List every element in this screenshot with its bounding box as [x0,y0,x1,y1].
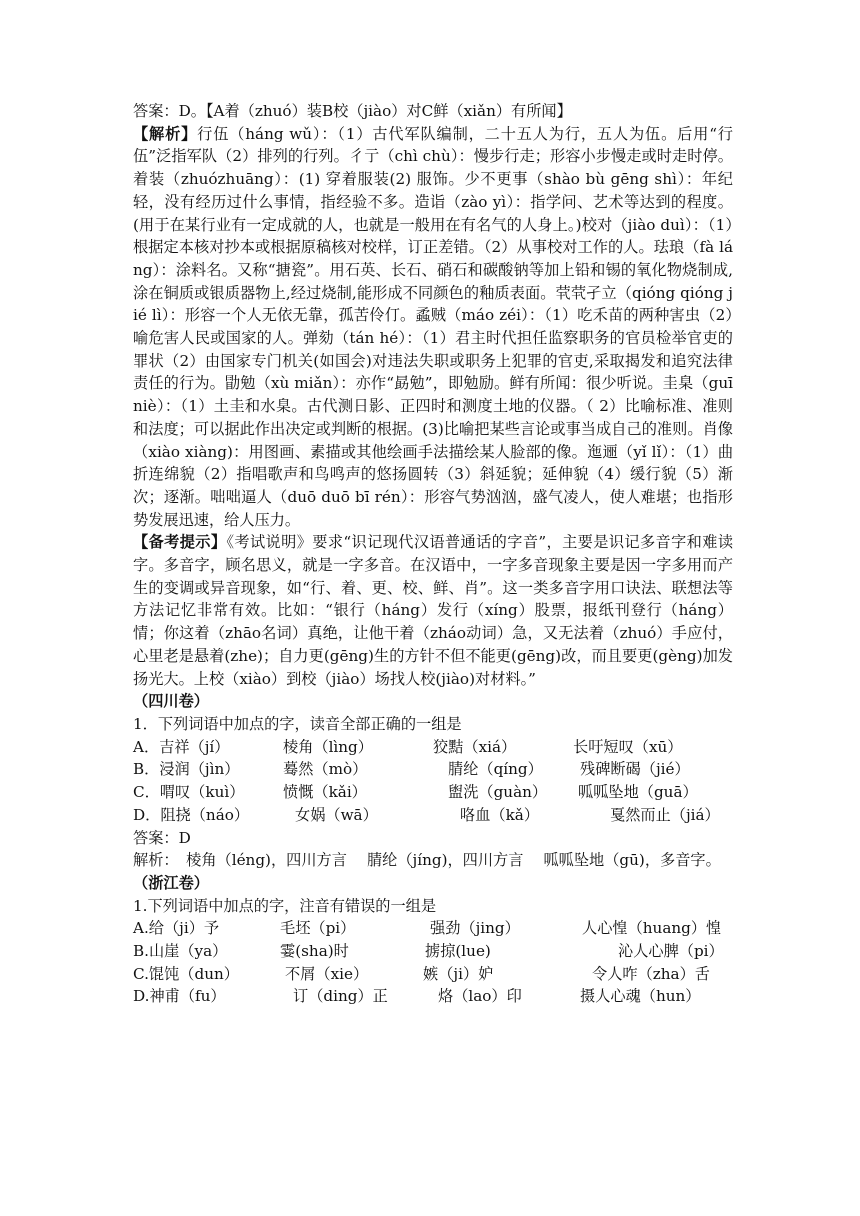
zhejiang-question: 1.下列词语中加点的字，注音有错误的一组是 [133,896,437,915]
option-word: B．浸润（jìn） [133,760,240,779]
sichuan-answer: 答案：D [133,828,191,847]
exam-tips-paragraph [133,531,733,690]
option-word: 强劲（jing） [430,919,520,938]
sichuan-option-a [133,736,733,759]
option-word: C．喟叹（kuì） [133,783,245,802]
option-word: 呱呱坠地（guā） [578,783,698,802]
option-word: 人心惶（huang）惶 [582,919,722,938]
option-word: 不屑（xie） [285,964,369,983]
analysis-heading: 【解析】 [133,124,198,143]
analysis-text: 行伍（háng wǔ）：（1）古代军队编制，二十五人为行，五人为伍。后用“行伍”泛指军队（2）排列的行列。彳亍（chì chù）：慢步行走；形容小步慢走或时走时停。着装（zhuózhuāng）：(1) 穿着服装(2) 服饰。少不更事（shào bù gēng shì）：年纪轻，没有经历过什么事情，指经验不多。造诣（zào yì）：指学问、艺术等达到的程度。(用于在某行业有一定成就的人，也就是一般用在有名气的人身上。)校对（jiào duì）：（1）根据定本核对抄本或根据原稿核对校样，订正差错。（2）从事校对工作的人。珐琅（fà láng）：涂料名。又称“搪瓷”。用石英、长石、硝石和碳酸钠等加上铅和锡的氧化物烧制成,涂在铜质或银质器物上,经过烧制,能形成不同颜色的釉质表面。茕茕孑立（qióng qióng jié lì）：形容一个人无依无靠，孤苦伶仃。蟊贼（máo zéi）：（1）吃禾苗的两种害虫（2）喻危害人民或国家的人。弹劾（tán hé）：（1）君主时代担任监察职务的官员检举官吏的罪状（2）由国家专门机关(如国会)对违法失职或职务上犯罪的官吏,采取揭发和追究法律责任的行为。勖勉（xù miǎn）：亦作“勗勉”，即勉励。鲜有所闻：很少听说。圭臬（guī niè）：（1）土圭和水臬。古代测日影、正四时和测度土地的仪器。（ 2）比喻标准、准则和法度；可以据此作出决定或判断的根据。(3)比喻把某些言论或事当成自己的准则。肖像（xiào xiàng)：用图画、素描或其他绘画手法描绘某人脸部的像。迤逦（yǐ lǐ）：（1）曲折连绵貌（2）指唱歌声和鸟鸣声的悠扬圆转（3）斜延貌；延伸貌（4）缓行貌（5）渐次；逐渐。咄咄逼人（duō duō bī rén）：形容气势汹汹，盛气凌人，使人难堪；也指形势发展迅速，给人压力。 [133,124,733,529]
answer-line-1: 答案：D。【A着（zhuó）装B校（jiào）对C鲜（xiǎn）有所闻】 [133,102,572,120]
option-word: 霎(sha)时 [280,942,349,961]
option-word: C.馄饨（dun） [133,964,239,983]
exam-tips-heading: 【备考提示】 [133,533,227,552]
sichuan-option-c [133,781,733,804]
option-word: 摄人心魂（hun） [580,987,701,1006]
sichuan-option-b [133,758,733,781]
option-word: 嫉（ji）妒 [423,964,494,983]
analysis-paragraph [133,123,733,532]
zhejiang-section-title: （浙江卷） [133,873,209,892]
option-word: 毛坯（pi） [280,919,356,938]
option-word: 令人咋（zha）舌 [592,964,710,983]
option-word: 盥洗（guàn） [448,783,548,802]
option-word: 棱角（lìng） [283,737,373,756]
option-word: 咯血（kǎ） [460,805,540,824]
sichuan-section-title: （四川卷） [133,692,209,711]
option-word: 烙（lao）印 [438,987,522,1006]
sichuan-analysis: 解析： 棱角（léng)，四川方言 腈纶（jíng)，四川方言 呱呱坠地（gū)，多音字。 [133,851,721,870]
option-word: 掳掠(lue) [425,942,491,961]
document-page [133,100,733,1008]
option-word: 腈纶（qíng） [448,760,543,779]
zhejiang-option-a [133,917,733,940]
option-word: 女娲（wā） [295,805,378,824]
option-word: D．阻挠（náo） [133,805,250,824]
option-word: 沁人心脾（pi） [618,942,724,961]
zhejiang-option-d [133,985,733,1008]
exam-tips-text: 《考试说明》要求“识记现代汉语普通话的字音”，主要是识记多音字和难读字。多音字，顾名思义，就是一字多音。在汉语中，一字多音现象主要是因一字多用而产生的变调或异音现象，如“行、着、更、校、鲜、肖”。这一类多音字用口诀法、联想法等方法记忆非常有效。比如：“银行（háng）发行（xíng）股票，报纸刊登行（háng）情；你这着（zhāo名词）真绝，让他干着（zháo动词）急，又无法着（zhuó）手应付，心里老是悬着(zhe)；自力更(gēng)生的方针不但不能更(gēng)改，而且要更(gèng)加发扬光大。上校（xiào）到校（jiào）场找人校(jiào)对材料。” [133,533,734,688]
option-word: A．吉祥（jí） [133,737,230,756]
sichuan-question: 1．下列词语中加点的字，读音全部正确的一组是 [133,714,462,733]
option-word: D.神甫（fu） [133,987,226,1006]
sichuan-option-d [133,804,733,827]
option-word: 蓦然（mò） [283,760,368,779]
option-word: A.给（ji）予 [133,919,220,938]
zhejiang-option-c [133,963,733,986]
option-word: 戛然而止（jiá） [610,805,720,824]
option-word: 订（ding）正 [293,987,388,1006]
zhejiang-option-b [133,940,733,963]
option-word: 愤慨（kǎi） [283,783,367,802]
option-word: 残碑断碣（jié） [580,760,690,779]
option-word: 狡黠（xiá） [433,737,517,756]
option-word: B.山崖（ya） [133,942,228,961]
option-word: 长吁短叹（xū） [573,737,683,756]
